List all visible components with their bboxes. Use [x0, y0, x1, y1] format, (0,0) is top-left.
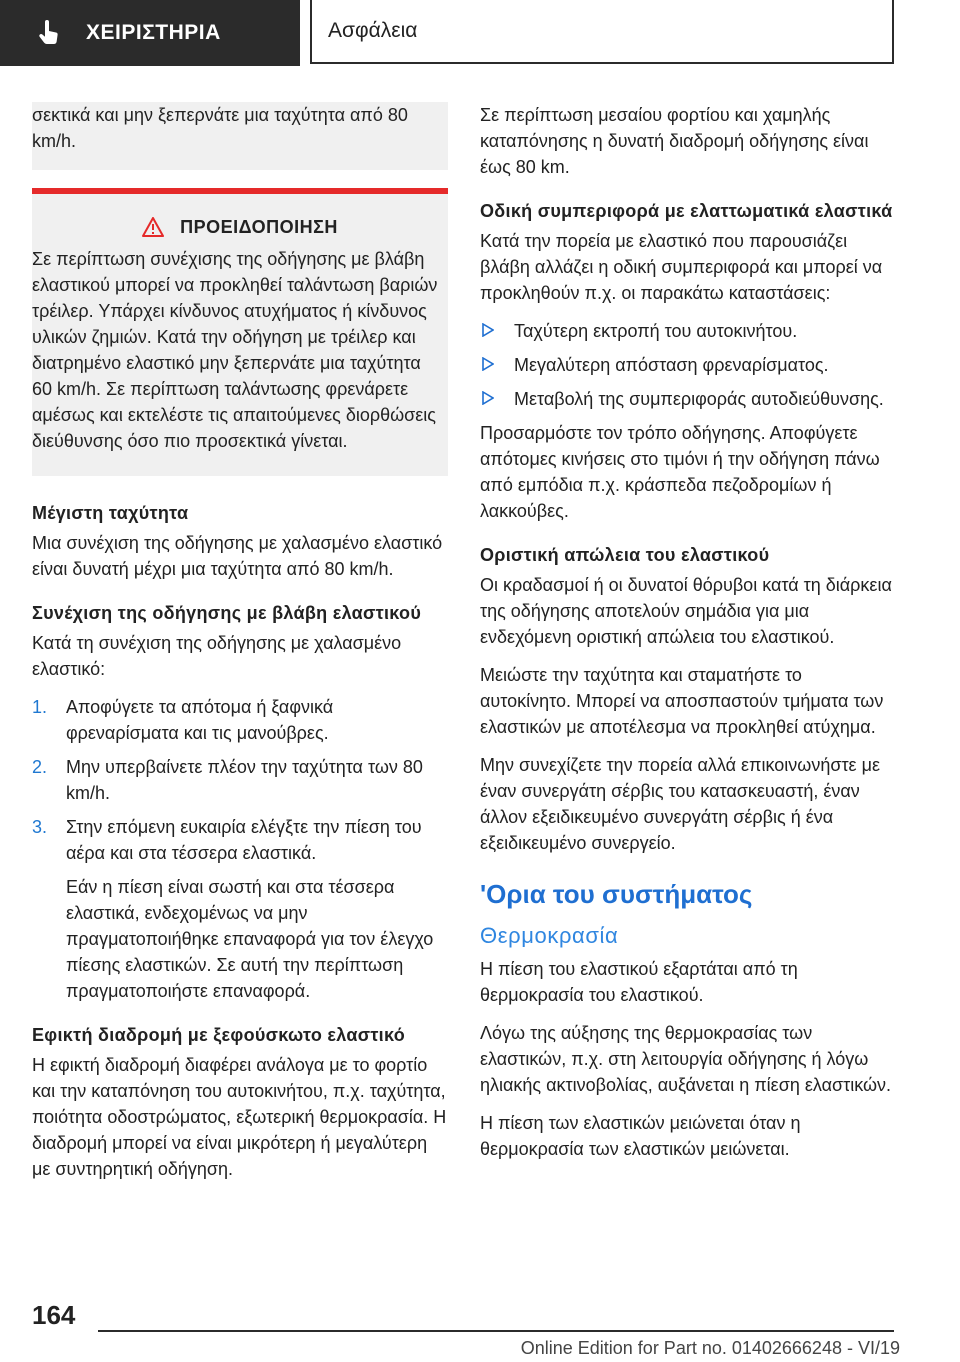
list-item: 2. Μην υπερβαίνετε πλέον την ταχύτητα των 80 km/h.	[32, 757, 423, 803]
continue-heading: Συνέχιση της οδήγησης με βλάβη ελαστικού	[32, 603, 422, 623]
range-text: Η εφικτή διαδρομή διαφέρει ανάλογα με το φορτίο και την καταπόνηση του αυτοκινήτου, π.χ. ταχύτητα, ποιότητα οδοστρώματος, εξωτερική θερμοκρασία. Η διαδρομή μπορεί να είναι μικρότερη ή μεγαλύτερη με συντηρητική οδήγηση.	[32, 1055, 447, 1179]
limits-p3: Η πίεση των ελαστικών μειώνεται όταν η θερμοκρασία των ελαστικών μειώνεται.	[480, 1113, 801, 1159]
hand-pointer-icon	[36, 19, 64, 47]
temperature-subheading: Θερμοκρασία	[480, 923, 619, 948]
left-column	[32, 102, 448, 1194]
max-speed-heading: Μέγιστη ταχύτητα	[32, 503, 189, 523]
range-continued: Σε περίπτωση μεσαίου φορτίου και χαμηλής καταπόνησης η δυνατή διαδρομή οδήγησης είναι έως 80 km.	[480, 105, 869, 177]
list-item: Μεγαλύτερη απόσταση φρεναρίσματος.	[480, 352, 896, 378]
footer-divider	[98, 1330, 894, 1332]
final-loss-p3: Μην συνεχίζετε την πορεία αλλά επικοινωνήστε με έναν συνεργάτη σέρβις του κατασκευαστή, έναν άλλον εξειδικευμένο συνεργάτη σέρβις ή ένα εξειδικευμένο συνεργείο.	[480, 755, 880, 853]
limits-heading: 'Ορια του συστήματος	[480, 879, 753, 909]
final-loss-heading: Οριστική απώλεια του ελαστικού	[480, 545, 770, 565]
behavior-outro: Προσαρμόστε τον τρόπο οδήγησης. Αποφύγετε απότομες κινήσεις στο τιμόνι ή την οδήγηση πάνω από εμπόδια π.χ. κράσπεδα πεζοδρομίων ή λακκούβες.	[480, 423, 880, 521]
list-item: 1. Αποφύγετε τα απότομα ή ξαφνικά φρεναρίσματα και τις μανούβρες.	[32, 697, 334, 743]
warning-title	[32, 214, 448, 240]
step-note: Εάν η πίεση είναι σωστή και στα τέσσερα ελαστικά, ενδεχομένως να μην πραγματοποιήθηκε επαναφορά για τον έλεγχο πίεσης ελαστικών. Σε αυτή την περίπτωση πραγματοποιήστε επαναφορά.	[66, 877, 434, 1001]
final-loss-p2: Μειώστε την ταχύτητα και σταματήστε το αυτοκίνητο. Μπορεί να αποσπαστούν τμήματα των ελαστικών με αποτέλεσμα να προκληθεί ατύχημα.	[480, 665, 884, 737]
topic-tab[interactable]	[310, 0, 894, 64]
list-item: 3. Στην επόμενη ευκαιρία ελέγξτε την πίεση του αέρα και στα τέσσερα ελαστικά.	[32, 817, 422, 863]
behavior-intro: Κατά την πορεία με ελαστικό που παρουσιάζει βλάβη αλλάζει η οδική συμπεριφορά και μπορεί να προκληθούν π.χ. οι παρακάτω καταστάσεις:	[480, 231, 883, 303]
warning-text: Σε περίπτωση συνέχισης της οδήγησης με βλάβη ελαστικού μπορεί να προκληθεί ταλάντωση βαριών τρέιλερ. Υπάρχει κίνδυνος ατυχήματος ή κίνδυνος υλικών ζημιών. Κατά την οδήγηση με τρέιλερ και διατρημένο ελαστικό μην ξεπερνάτε μια ταχύτητα 60 km/h. Σε περίπτωση ταλάντωσης φρενάρετε αμέσως και εκτελέστε τις απαιτούμενες διορθώσεις διεύθυνσης όσο πιο προσεκτικά γίνεται.	[32, 249, 438, 451]
page-header	[0, 0, 960, 66]
chapter-label: ΧΕΙΡΙΣΤΗΡΙΑ	[86, 21, 221, 44]
page-number: 164	[32, 1300, 76, 1330]
edition-label: Online Edition for Part no. 01402666248 - VI/19	[520, 1338, 900, 1358]
max-speed-text: Μια συνέχιση της οδήγησης με χαλασμένο ελαστικό είναι δυνατή μέχρι μια ταχύτητα από 80 km/h.	[32, 533, 443, 579]
list-item: Μεταβολή της συμπεριφοράς αυτοδιεύθυνσης.	[480, 386, 896, 412]
range-heading: Εφικτή διαδρομή με ξεφούσκωτο ελαστικό	[32, 1025, 406, 1045]
chapter-tab[interactable]	[0, 0, 300, 66]
limits-p1: Η πίεση του ελαστικού εξαρτάται από τη θερμοκρασία του ελαστικού.	[480, 959, 798, 1005]
caution-box-continued	[32, 102, 448, 170]
warning-triangle-icon	[142, 217, 164, 237]
continue-intro: Κατά τη συνέχιση της οδήγησης με χαλασμένο ελαστικό:	[32, 633, 402, 679]
final-loss-p1: Οι κραδασμοί ή οι δυνατοί θόρυβοι κατά τη διάρκεια της οδήγησης αποτελούν σημάδια για μια ενδεχόμενη οριστική απώλεια του ελαστικού.	[480, 575, 892, 647]
topic-label: Ασφάλεια	[328, 19, 418, 42]
warning-title-text: ΠΡΟΕΙΔΟΠΟΙΗΣΗ	[180, 217, 338, 237]
caution-text: σεκτικά και μην ξεπερνάτε μια ταχύτητα από 80 km/h.	[32, 105, 408, 151]
right-column	[480, 102, 896, 1174]
list-item: Ταχύτερη εκτροπή του αυτοκινήτου.	[480, 318, 896, 344]
behavior-list	[480, 318, 896, 412]
limits-p2: Λόγω της αύξησης της θερμοκρασίας των ελαστικών, π.χ. στη λειτουργία οδήγησης ή λόγω ηλιακής ακτινοβολίας, αυξάνεται η πίεση ελαστικών.	[480, 1023, 892, 1095]
continue-steps	[32, 694, 448, 866]
warning-box	[32, 188, 448, 476]
behavior-heading: Οδική συμπεριφορά με ελαττωματικά ελαστικά	[480, 201, 893, 221]
triangle-bullet-icon	[482, 357, 494, 371]
triangle-bullet-icon	[482, 391, 494, 405]
triangle-bullet-icon	[482, 323, 494, 337]
